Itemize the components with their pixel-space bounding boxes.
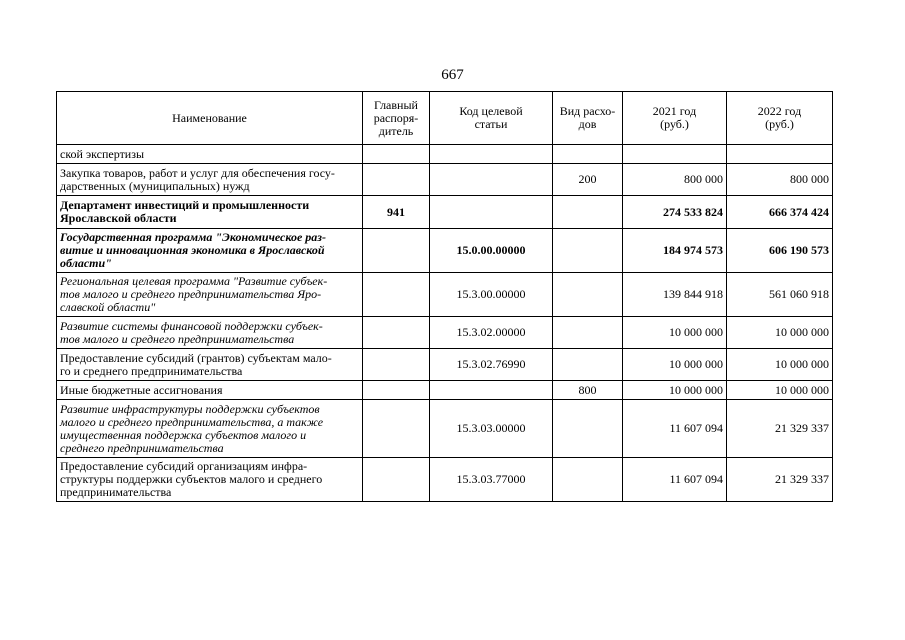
- cell-administrator: [363, 145, 430, 164]
- cell-name: Развитие инфраструктуры поддержки субъектов малого и среднего предпринимательства, а также имущественная поддержка субъектов малого и среднего предпринимательства: [57, 400, 363, 458]
- cell-amount-2022: 561 060 918: [727, 273, 833, 317]
- cell-expense-type: 800: [553, 381, 623, 400]
- header-name: [57, 92, 363, 145]
- header-administrator: [363, 92, 430, 145]
- cell-administrator: [363, 229, 430, 273]
- table-header-row: [57, 92, 833, 145]
- table-row: [57, 229, 833, 273]
- cell-administrator: [363, 273, 430, 317]
- cell-expense-type: [553, 273, 623, 317]
- table-row: [57, 164, 833, 196]
- cell-amount-2022: 666 374 424: [727, 196, 833, 229]
- cell-expense-type: [553, 458, 623, 502]
- table-row: [57, 458, 833, 502]
- cell-name: ской экспертизы: [57, 145, 363, 164]
- cell-expense-type: [553, 349, 623, 381]
- header-line: (руб.): [660, 117, 689, 131]
- header-line: Код целевой: [459, 104, 523, 118]
- cell-amount-2022: 10 000 000: [727, 381, 833, 400]
- cell-expense-type: [553, 196, 623, 229]
- cell-target-code: [430, 145, 553, 164]
- cell-name: Предоставление субсидий организациям инфра- структуры поддержки субъектов малого и среднего предпринимательства: [57, 458, 363, 502]
- cell-target-code: 15.3.03.77000: [430, 458, 553, 502]
- cell-name: Предоставление субсидий (грантов) субъектам мало- го и среднего предпринимательства: [57, 349, 363, 381]
- cell-administrator: [363, 164, 430, 196]
- cell-target-code: [430, 164, 553, 196]
- cell-target-code: 15.0.00.00000: [430, 229, 553, 273]
- cell-administrator: 941: [363, 196, 430, 229]
- cell-name: Государственная программа "Экономическое раз- витие и инновационная экономика в Ярославской области": [57, 229, 363, 273]
- page-number: 667: [441, 67, 464, 83]
- cell-expense-type: [553, 145, 623, 164]
- header-target-code: [430, 92, 553, 145]
- cell-target-code: 15.3.02.76990: [430, 349, 553, 381]
- cell-expense-type: [553, 400, 623, 458]
- cell-expense-type: 200: [553, 164, 623, 196]
- header-2022: [727, 92, 833, 145]
- cell-amount-2022: 21 329 337: [727, 458, 833, 502]
- cell-amount-2022: 21 329 337: [727, 400, 833, 458]
- header-line: дов: [578, 117, 597, 131]
- cell-amount-2022: 800 000: [727, 164, 833, 196]
- header-line: Главный: [374, 97, 418, 112]
- cell-amount-2022: 606 190 573: [727, 229, 833, 273]
- cell-name: Департамент инвестиций и промышленности Ярославской области: [57, 196, 363, 229]
- table-row: [57, 273, 833, 317]
- cell-amount-2021: [623, 145, 727, 164]
- table-row: [57, 145, 833, 164]
- cell-amount-2021: 10 000 000: [623, 381, 727, 400]
- header-line: 2021 год: [652, 104, 697, 118]
- cell-name: Развитие системы финансовой поддержки субъек- тов малого и среднего предпринимательства: [57, 317, 363, 349]
- table-row: [57, 400, 833, 458]
- budget-table: [56, 91, 833, 502]
- cell-amount-2021: 11 607 094: [623, 458, 727, 502]
- header-line: распоря-: [373, 110, 419, 125]
- cell-administrator: [363, 381, 430, 400]
- cell-target-code: 15.3.03.00000: [430, 400, 553, 458]
- cell-amount-2021: 274 533 824: [623, 196, 727, 229]
- table-row: [57, 349, 833, 381]
- header-expense-type: [553, 92, 623, 145]
- cell-administrator: [363, 317, 430, 349]
- cell-target-code: [430, 381, 553, 400]
- header-line: 2022 год: [757, 104, 802, 118]
- cell-expense-type: [553, 317, 623, 349]
- cell-amount-2021: 11 607 094: [623, 400, 727, 458]
- cell-name: Закупка товаров, работ и услуг для обеспечения госу- дарственных (муниципальных) нужд: [57, 164, 363, 196]
- table-row: [57, 196, 833, 229]
- table-row: [57, 317, 833, 349]
- table-row: [57, 381, 833, 400]
- cell-name: Иные бюджетные ассигнования: [57, 381, 363, 400]
- header-line: дитель: [378, 123, 414, 138]
- cell-target-code: 15.3.00.00000: [430, 273, 553, 317]
- table-body: [57, 145, 833, 502]
- cell-amount-2021: 184 974 573: [623, 229, 727, 273]
- cell-amount-2022: 10 000 000: [727, 317, 833, 349]
- cell-administrator: [363, 349, 430, 381]
- cell-amount-2021: 139 844 918: [623, 273, 727, 317]
- cell-amount-2021: 800 000: [623, 164, 727, 196]
- cell-amount-2021: 10 000 000: [623, 349, 727, 381]
- cell-amount-2021: 10 000 000: [623, 317, 727, 349]
- cell-target-code: 15.3.02.00000: [430, 317, 553, 349]
- header-line: Наименование: [172, 110, 247, 125]
- header-line: (руб.): [765, 117, 794, 131]
- header-line: статьи: [474, 117, 508, 131]
- cell-expense-type: [553, 229, 623, 273]
- header-line: Вид расхо-: [559, 104, 616, 118]
- cell-administrator: [363, 400, 430, 458]
- header-2021: [623, 92, 727, 145]
- cell-amount-2022: [727, 145, 833, 164]
- cell-amount-2022: 10 000 000: [727, 349, 833, 381]
- cell-target-code: [430, 196, 553, 229]
- cell-name: Региональная целевая программа "Развитие субъек- тов малого и среднего предпринимательства Яро- славской области": [57, 273, 363, 317]
- cell-administrator: [363, 458, 430, 502]
